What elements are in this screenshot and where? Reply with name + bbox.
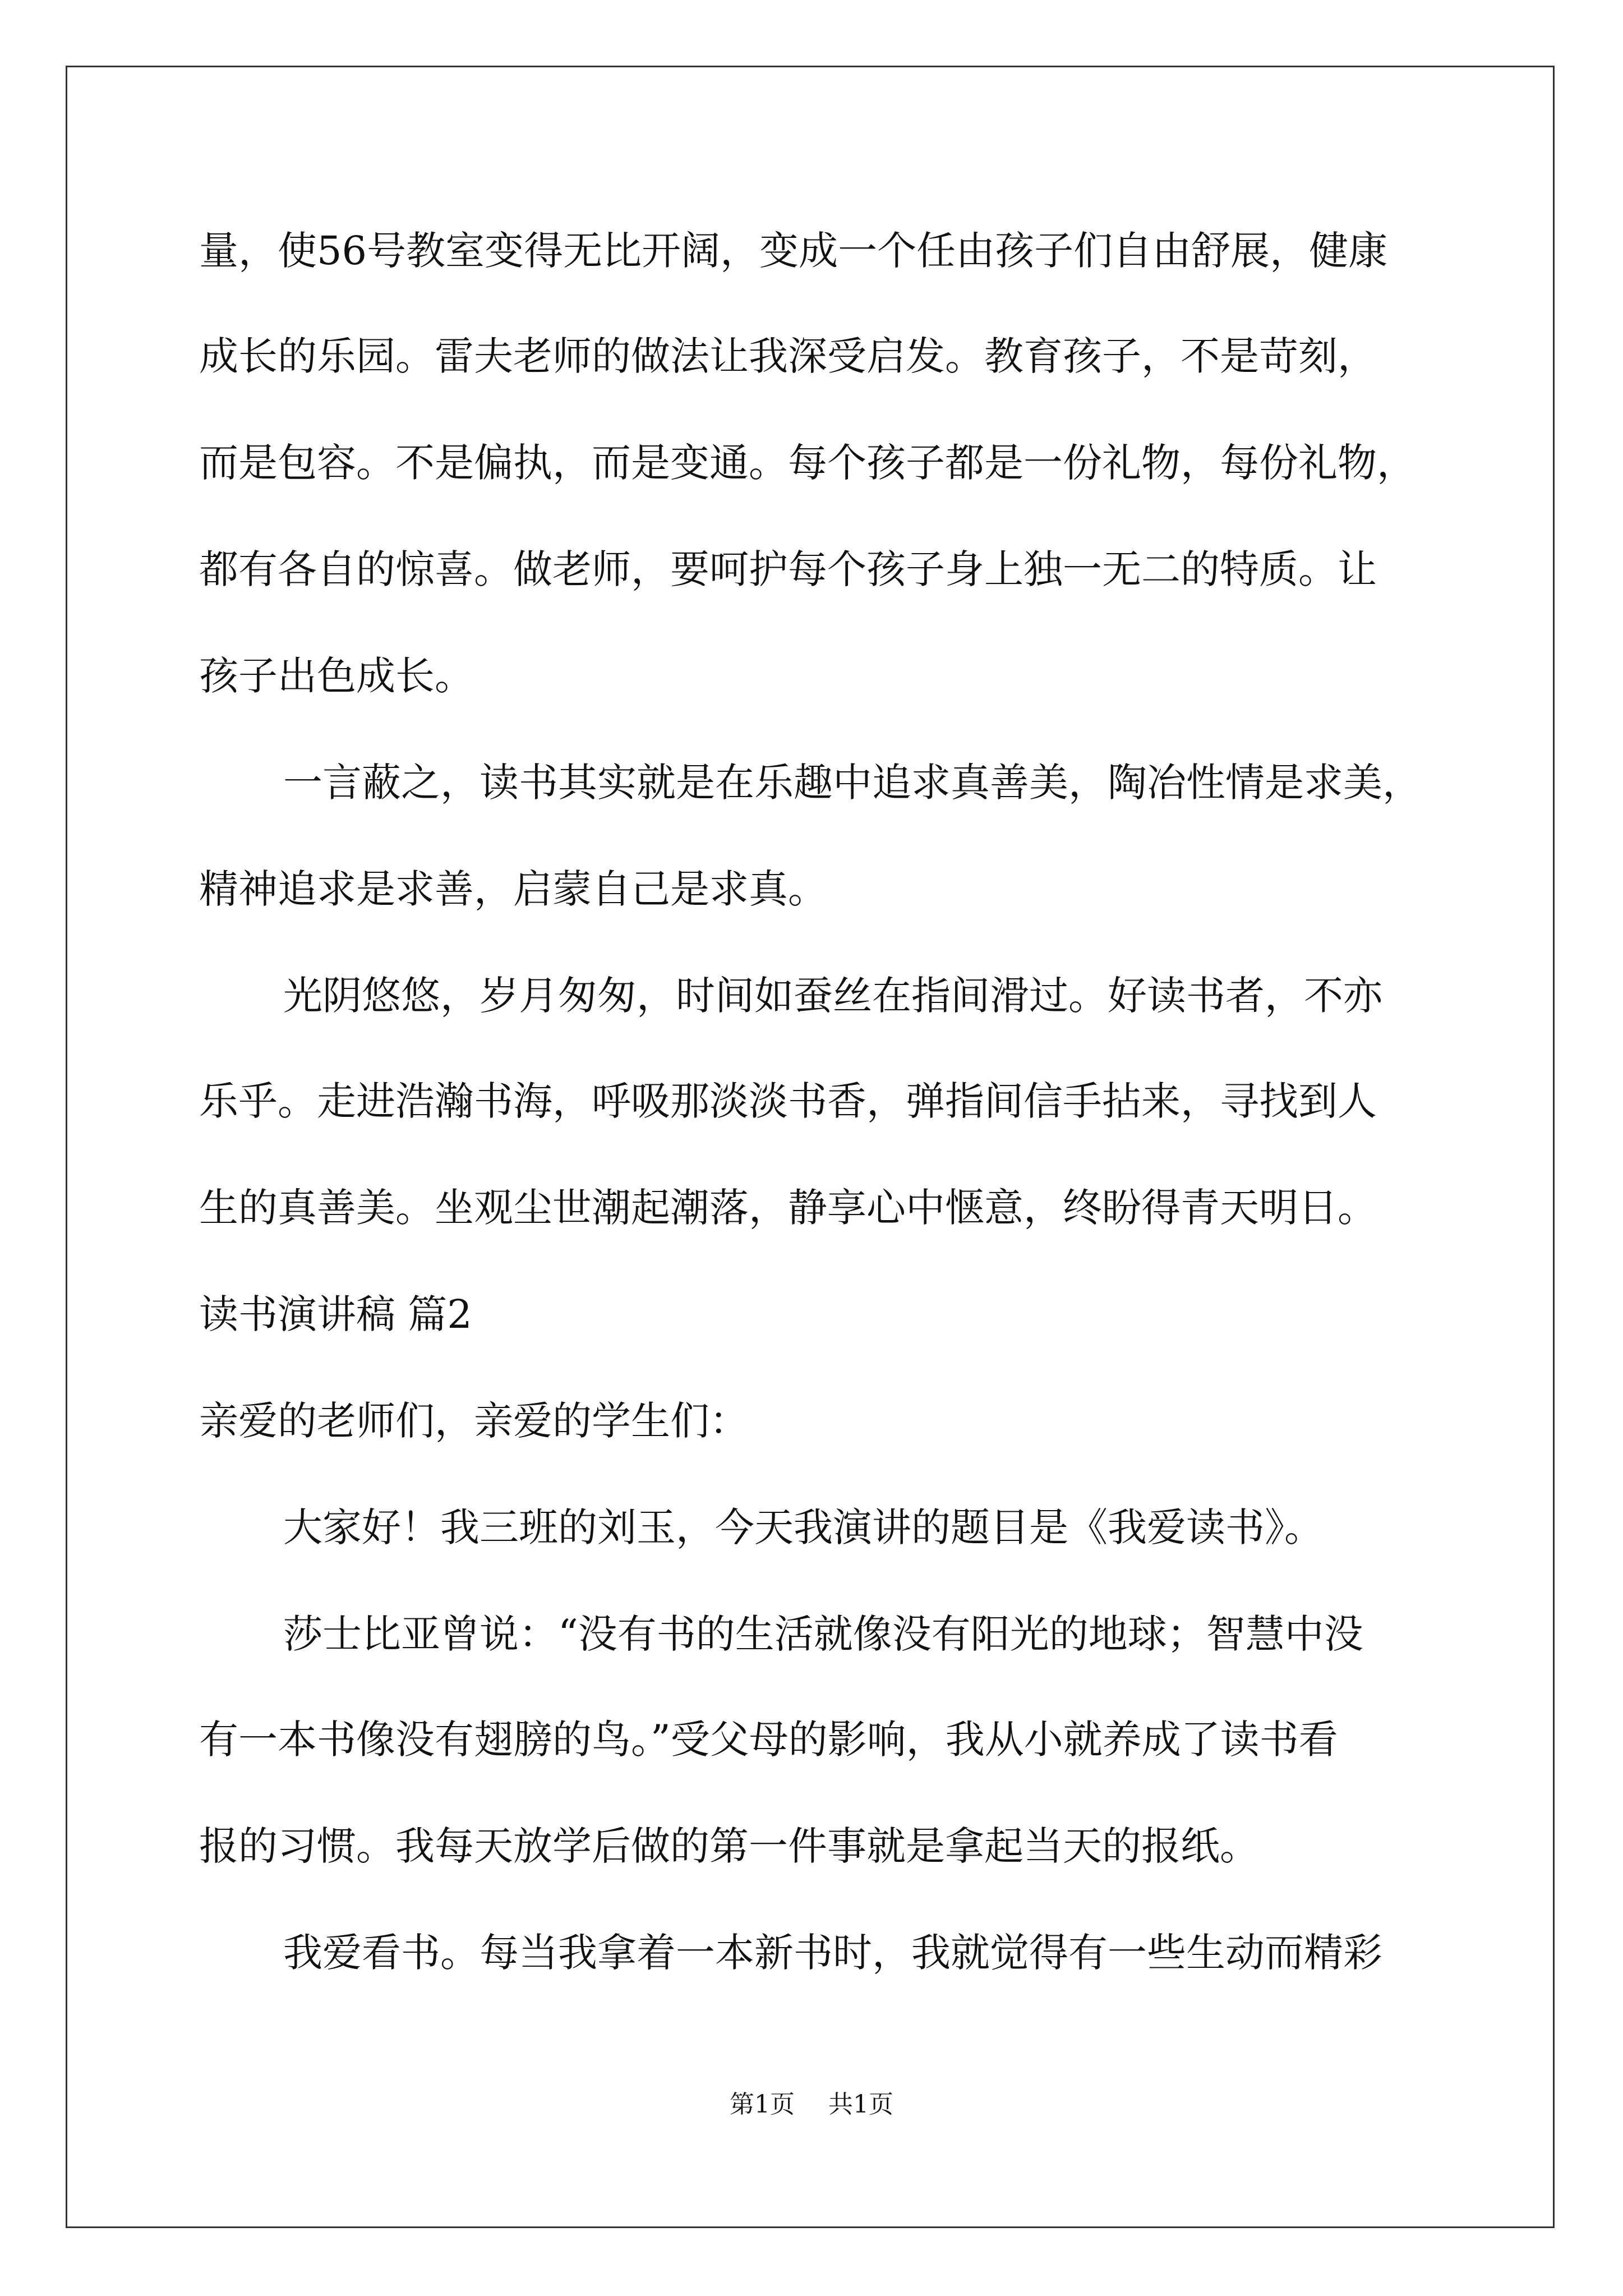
text-line: 精神追求是求善，启蒙自己是求真。	[199, 866, 827, 912]
text-line: 都有各自的惊喜。做老师，要呵护每个孩子身上独一无二的特质。让	[199, 546, 1377, 592]
section-heading: 读书演讲稿 篇2	[199, 1291, 472, 1337]
text-line: 大家好！我三班的刘玉，今天我演讲的题目是《我爱读书》。	[283, 1504, 1324, 1550]
text-line: 一言蔽之，读书其实就是在乐趣中追求真善美，陶冶性情是求美，	[283, 760, 1422, 806]
page-number: 第1页	[730, 2090, 795, 2119]
text-line: 有一本书像没有翅膀的鸟。”受父母的影响，我从小就养成了读书看	[199, 1717, 1338, 1763]
text-line: 我爱看书。每当我拿着一本新书时，我就觉得有一些生动而精彩	[283, 1930, 1382, 1976]
text-line: 成长的乐园。雷夫老师的做法让我深受启发。教育孩子，不是苛刻，	[199, 333, 1377, 379]
text-line: 生的真善美。坐观尘世潮起潮落，静享心中惬意，终盼得青天明日。	[199, 1185, 1377, 1231]
text-line: 光阴悠悠，岁月匆匆，时间如蚕丝在指间滑过。好读书者，不亦	[283, 973, 1382, 1019]
text-line: 报的习惯。我每天放学后做的第一件事就是拿起当天的报纸。	[199, 1823, 1259, 1869]
page-footer	[0, 2092, 1623, 2117]
page-border	[66, 66, 1555, 2228]
salutation: 亲爱的老师们，亲爱的学生们：	[199, 1398, 749, 1444]
text-line: 乐乎。走进浩瀚书海，呼吸那淡淡书香，弹指间信手拈来，寻找到人	[199, 1078, 1377, 1124]
page-total: 共1页	[828, 2090, 893, 2119]
text-line: 量，使56号教室变得无比开阔，变成一个任由孩子们自由舒展，健康	[199, 228, 1388, 274]
text-line: 莎士比亚曾说：“没有书的生活就像没有阳光的地球；智慧中没	[283, 1611, 1363, 1657]
text-line: 孩子出色成长。	[199, 653, 474, 699]
text-line: 而是包容。不是偏执，而是变通。每个孩子都是一份礼物，每份礼物，	[199, 440, 1416, 486]
